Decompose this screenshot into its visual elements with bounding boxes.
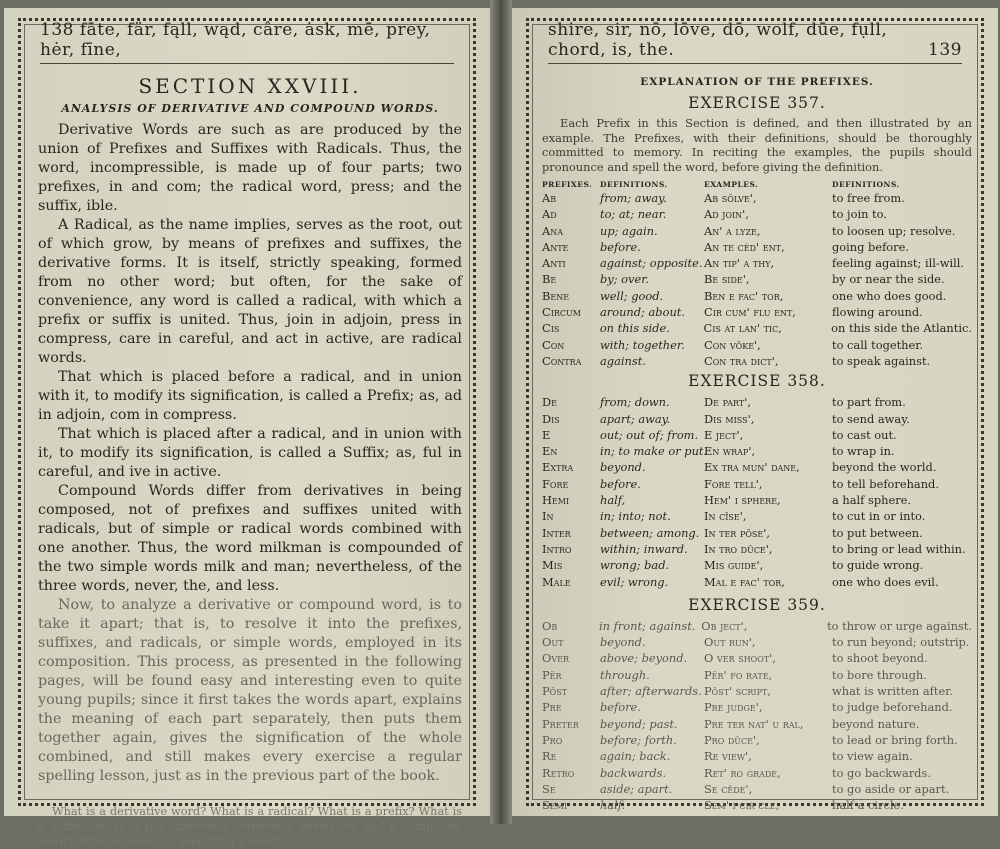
prefix-row <box>542 716 972 732</box>
example-word: An' a lyze, <box>704 223 761 238</box>
example-definition: to bring or lead within. <box>832 541 966 556</box>
prefix: Extra <box>542 460 574 475</box>
prefix-definition: in; to make or put. <box>600 444 708 459</box>
exercise-359-table <box>542 618 972 814</box>
prefix: Intro <box>542 541 572 556</box>
prefix-definition: beyond. <box>600 635 646 650</box>
example-word: Hem' i sphere, <box>704 493 781 508</box>
prefix-row <box>542 667 972 683</box>
example-word: Për' fo rate, <box>704 667 773 682</box>
example-definition: to shoot beyond. <box>832 651 928 666</box>
example-word: Ben e fac' tor, <box>704 288 784 303</box>
example-word: In ter pōse', <box>704 525 770 540</box>
example-definition: to free from. <box>832 191 905 205</box>
example-definition: to call together. <box>832 337 924 352</box>
prefix: Inter <box>542 525 571 540</box>
prefix-row <box>542 557 972 573</box>
example-word: Be side', <box>704 272 750 287</box>
prefix-row <box>542 765 972 781</box>
prefix-row <box>542 459 972 475</box>
prefix-row <box>542 320 972 336</box>
prefix-row <box>542 394 972 410</box>
example-definition: half a circle. <box>832 798 904 813</box>
paragraph: That which is placed after a radical, and in union with it, to modify its signification, is called a Suffix; as, ful in careful, and ive in active. <box>38 426 462 480</box>
prefix: Male <box>542 574 571 589</box>
prefix: Dis <box>542 411 560 426</box>
example-definition: to run beyond; outstrip. <box>832 635 970 650</box>
example-word: Pro dūce', <box>704 732 760 747</box>
prefix-row <box>542 683 972 699</box>
prefix: De <box>542 395 557 410</box>
exercise-title: EXERCISE 359. <box>688 595 826 614</box>
right-content <box>542 72 972 813</box>
example-definition: what is written after. <box>832 684 954 699</box>
prefix-row <box>542 304 972 320</box>
prefix: Be <box>542 272 557 287</box>
prefix: Retro <box>542 765 575 780</box>
explanation-title: EXPLANATION OF THE PREFIXES. <box>640 76 874 88</box>
paragraph: Derivative Words are such as are produced by the union of Prefixes and Suffixes with Radicals. Thus, the word, incompressible, is made up of four parts; two prefixes, in and com; the radical word, press; and the suffix, ible. <box>38 122 462 214</box>
prefix: Re <box>542 749 557 764</box>
example-definition: by or near the side. <box>832 272 945 287</box>
prefix-definition: above; beyond. <box>600 651 688 666</box>
prefix-row <box>542 541 972 557</box>
exercise-357-table <box>542 190 972 369</box>
prefix-definition: beyond. <box>600 460 646 475</box>
example-definition: to go aside or apart. <box>832 781 950 796</box>
review-questions: What is a derivative word? What is a radical? What is a prefix? What is a suffix? What is the difference between a derivative and a compound word? What is meant by analyzing a word? <box>38 805 462 848</box>
prefix-row <box>542 634 972 650</box>
prefix-row <box>542 492 972 508</box>
right-page <box>512 8 998 816</box>
prefix-definition: through. <box>600 667 650 682</box>
prefix-row <box>542 476 972 492</box>
prefix-definition: within; inward. <box>600 541 688 556</box>
prefix-row <box>542 443 972 459</box>
prefix-definition: from; down. <box>600 395 670 410</box>
example-definition: feeling against; ill-will. <box>832 256 965 271</box>
example-word: In cīse', <box>704 509 747 524</box>
example-definition: to put between. <box>832 525 923 540</box>
example-definition: to guide wrong. <box>832 558 924 573</box>
pronunciation-key: shire, sir, nō, lōve, dō, wolf, dūe, fụll, chord, is, the. <box>548 20 888 60</box>
example-definition: going before. <box>832 239 909 254</box>
prefix-row <box>542 427 972 443</box>
prefix-row <box>542 271 972 287</box>
prefix: Pre <box>542 700 562 715</box>
prefix-row <box>542 239 972 255</box>
example-word: Con vōke', <box>704 337 761 352</box>
example-definition: to go backwards. <box>832 765 931 780</box>
example-definition: to loosen up; resolve. <box>832 223 956 238</box>
intro-paragraph: Each Prefix in this Section is defined, and then illustrated by an example. The Prefixes, with their definitions, should be thoroughly committed to memory. In reciting the examples, the pupils should pronounce and spell the word, before giving the definition. <box>542 116 972 174</box>
prefix-row <box>542 525 972 541</box>
prefix-row <box>542 223 972 239</box>
prefix-definition: around; about. <box>600 305 685 320</box>
example-word: Con tra dict', <box>704 353 779 368</box>
prefix-row <box>542 574 972 590</box>
prefix-definition: before. <box>600 239 641 254</box>
prefix-definition: to; at; near. <box>600 207 667 222</box>
prefix: Anti <box>542 256 566 271</box>
prefix-row <box>542 699 972 715</box>
paragraph: Now, to analyze a derivative or compound word, is to take it apart; that is, to resolve it into the prefixes, suffixes, and radicals, or simple words, employed in its composition. This process, as presented in the following pages, will be found easy and interesting even to quite young pupils; since it first takes the words apart, explains the meaning of each part separately, then puts them together again, gives the signification of the whole combined, and still makes every exercise a regular spelling lesson, just as in the previous part of the book. <box>38 597 462 784</box>
prefix-definition: wrong; bad. <box>600 558 670 573</box>
example-definition: beyond the world. <box>832 460 937 475</box>
prefix: Bene <box>542 288 570 303</box>
example-word: An tip' a thy, <box>704 256 775 271</box>
example-word: Cis at lan' tic, <box>703 321 782 336</box>
prefix: E <box>542 427 551 442</box>
prefix-row <box>542 255 972 271</box>
prefix-definition: before; forth. <box>600 732 677 747</box>
prefix-definition: well; good. <box>600 288 664 303</box>
prefix: Ana <box>542 223 564 238</box>
prefix-definition: by; over. <box>600 272 650 287</box>
example-word: Dis miss', <box>704 411 755 426</box>
prefix-row <box>542 190 972 206</box>
example-word: In tro dūce', <box>704 541 773 556</box>
running-head <box>40 20 454 64</box>
section-title: SECTION XXVIII. <box>138 74 362 98</box>
exercise-358-table <box>542 394 972 590</box>
prefix-definition: aside; apart. <box>600 781 673 796</box>
prefix: Con <box>542 337 565 352</box>
prefix-definition: against; opposite. <box>600 256 703 271</box>
column-header: DEFINITIONS. <box>832 180 900 189</box>
example-definition: to judge beforehand. <box>832 700 953 715</box>
prefix-row <box>542 353 972 369</box>
example-definition: to bore through. <box>832 667 927 682</box>
example-word: Pre ter nat' u ral, <box>704 716 804 731</box>
example-definition: to speak against. <box>832 353 931 368</box>
prefix: En <box>542 444 558 459</box>
example-word: Ab sŏlve', <box>704 191 757 205</box>
prefix-definition: again; back. <box>600 749 671 764</box>
column-header: DEFINITIONS. <box>600 180 668 189</box>
prefix-definition: after; afterwards. <box>600 684 702 699</box>
prefix-definition: half, <box>600 493 626 508</box>
paragraph: That which is placed before a radical, and in union with it, to modify its signification, is called a Prefix; as, ad in adjoin, com in compress. <box>38 369 462 423</box>
prefix-row <box>542 748 972 764</box>
example-definition: to cut in or into. <box>832 509 926 524</box>
prefix-definition: in; into; not. <box>600 509 671 524</box>
prefix: Preter <box>542 716 579 731</box>
prefix: Semi <box>542 798 567 813</box>
prefix-definition: from; away. <box>600 191 667 205</box>
example-word: Ret' ro grade, <box>704 765 781 780</box>
exercise-title: EXERCISE 358. <box>688 372 826 391</box>
prefix: Se <box>542 781 556 796</box>
prefix-definition: backwards. <box>600 765 667 780</box>
prefix-definition: up; again. <box>600 223 658 238</box>
book-gutter <box>490 0 512 824</box>
prefix-row <box>542 288 972 304</box>
example-definition: to view again. <box>832 749 913 764</box>
example-definition: flowing around. <box>832 305 923 320</box>
left-content <box>38 72 462 849</box>
column-header: PREFIXES. <box>542 180 593 189</box>
prefix-row <box>542 508 972 524</box>
prefix-row <box>542 411 972 427</box>
prefix: In <box>542 509 554 524</box>
column-headers <box>542 180 972 189</box>
section-subtitle: ANALYSIS OF DERIVATIVE AND COMPOUND WORDS. <box>61 102 439 115</box>
prefix-row <box>542 781 972 797</box>
example-definition: to tell beforehand. <box>832 476 939 491</box>
prefix: Contra <box>542 353 582 368</box>
prefix-definition: apart; away. <box>600 411 671 426</box>
prefix-definition: between; among. <box>600 525 700 540</box>
prefix: Pro <box>542 732 563 747</box>
example-definition: one who does good. <box>832 288 947 303</box>
prefix-definition: evil; wrong. <box>600 574 669 589</box>
prefix-definition: before. <box>600 700 641 715</box>
prefix-definition: out; out of; from. <box>600 427 699 442</box>
prefix: Ab <box>542 191 557 205</box>
prefix-definition: in front; against. <box>599 618 696 633</box>
prefix-row <box>542 732 972 748</box>
prefix-definition: with; together. <box>600 337 685 352</box>
example-definition: one who does evil. <box>832 574 939 589</box>
prefix: Fore <box>542 476 569 491</box>
example-definition: to send away. <box>832 411 910 426</box>
example-definition: beyond nature. <box>832 716 920 731</box>
example-word: Re view', <box>704 749 752 764</box>
prefix-row <box>542 337 972 353</box>
left-page <box>4 8 490 848</box>
prefix-definition: on this side. <box>599 321 670 336</box>
prefix-definition: before. <box>600 476 641 491</box>
example-word: En wrap', <box>704 444 756 459</box>
example-word: De part', <box>704 395 751 410</box>
prefix: Over <box>542 651 569 666</box>
prefix: Cis <box>542 321 560 336</box>
paragraph: Compound Words differ from derivatives in being composed, not of prefixes and suffixes united with radicals, but of simple or radical words combined with one another. Thus, the word milkman is compounded of the two simple words milk and man; nevertheless, of the three words, never, the, and less. <box>38 483 462 594</box>
example-word: Pre judge', <box>704 700 763 715</box>
exercise-title: EXERCISE 357. <box>688 94 826 112</box>
prefix: Ad <box>542 207 557 222</box>
prefix: Mis <box>542 558 563 573</box>
example-word: Cir cum' flu ent, <box>704 305 796 320</box>
example-word: E ject', <box>704 427 744 442</box>
prefix: Circum <box>542 305 581 320</box>
example-definition: on this side the Atlantic. <box>831 321 972 336</box>
page-number: 139 <box>928 40 962 60</box>
prefix: Out <box>542 635 564 650</box>
example-word: O ver shoot', <box>704 651 776 666</box>
prefix-row <box>542 618 972 634</box>
example-definition: to part from. <box>832 395 906 410</box>
prefix-row <box>542 206 972 222</box>
example-word: Mis guide', <box>704 558 764 573</box>
example-word: An te céd' ent, <box>704 239 785 254</box>
example-word: Out run', <box>704 635 756 650</box>
example-word: Mal e fac' tor, <box>704 574 785 589</box>
example-word: Se cēde', <box>704 781 753 796</box>
prefix: Ob <box>542 618 558 633</box>
prefix-row <box>542 797 972 813</box>
example-definition: to wrap in. <box>832 444 895 459</box>
example-definition: to cast out. <box>832 427 897 442</box>
prefix: Hemi <box>542 493 570 508</box>
prefix: Ante <box>542 239 569 254</box>
example-definition: a half sphere. <box>832 493 912 508</box>
paragraph: A Radical, as the name implies, serves as the root, out of which grow, by means of prefixes and suffixes, the derivative forms. It is itself, strictly speaking, formed from no other word; but often, for the sake of convenience, any word is called a radical, with which a prefix or suffix is united. Thus, join in adjoin, press in compress, care in careful, and act in active, are radical words. <box>38 217 462 366</box>
running-head <box>548 20 962 64</box>
pronunciation-key: 138 fāte, fär, fąll, wąd, câre, ȧsk, mē, prey, hėr, fīne, <box>40 20 431 60</box>
example-definition: to throw or urge against. <box>827 618 972 633</box>
example-word: Pōst' script, <box>704 684 771 699</box>
column-header: EXAMPLES. <box>704 180 759 189</box>
prefix: Pōst <box>542 684 568 699</box>
example-word: Fore tell', <box>704 476 763 491</box>
example-word: Ob ject', <box>701 618 748 633</box>
example-word: Ad join', <box>704 207 749 222</box>
prefix-definition: against. <box>600 353 646 368</box>
example-word: Sem' i cir cle, <box>704 798 780 813</box>
example-word: Ex tra mun' dane, <box>704 460 800 475</box>
prefix: Për <box>542 667 562 682</box>
prefix-definition: beyond; past. <box>600 716 678 731</box>
example-definition: to lead or bring forth. <box>832 732 958 747</box>
example-definition: to join to. <box>832 207 887 222</box>
prefix-row <box>542 650 972 666</box>
prefix-definition: half. <box>600 798 626 813</box>
